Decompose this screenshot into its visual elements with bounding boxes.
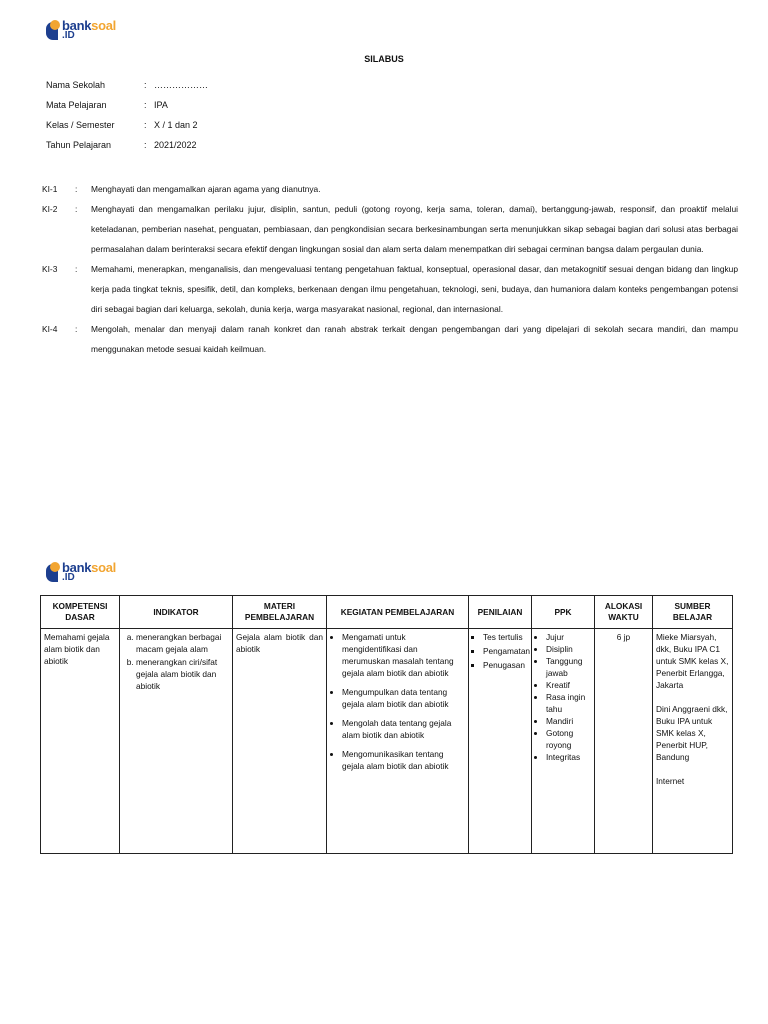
logo-text-id: .ID — [62, 30, 75, 41]
list-item: • Jujur — [546, 631, 591, 643]
ki-item-1: KI-1 : Menghayati dan mengamalkan ajaran agama yang dianutnya. — [42, 184, 321, 194]
cell-penilaian — [469, 629, 532, 854]
header-kegiatan: KEGIATAN PEMBELAJARAN — [327, 596, 469, 629]
list-item: ▪ Pengamatan — [483, 645, 528, 657]
ki-item-4: KI-4 : Mengolah, menalar dan menyaji dalam ranah konkret dan ranah abstrak terkait dengan pengembangan dari yang dipelajari di sekolah secara mandiri, dan mampu menggunakan metode sesuai kaidah keilmuan. — [42, 324, 738, 354]
header-penilaian: PENILAIAN — [469, 596, 532, 629]
list-item: • Mengamati untuk mengidentifikasi dan merumuskan masalah tentang gejala alam biotik dan abiotik — [342, 631, 465, 679]
ki-item-2: KI-2 : Menghayati dan mengamalkan perilaku jujur, disiplin, santun, peduli (gotong royong, kerja sama, toleran, damai), bertanggung-jawab, responsif, dan proaktif melalui keteladanan, pemberian nasehat, penguatan, pembiasaan, dan pengkondisian secara berkesinambungan serta menunjukkan sikap sebagai bagian dari solusi atas berbagai permasalahan dalam berinteraksi secara efektif dengan lingkungan sosial dan alam serta dalam menempatkan diri sebagai cerminan bangsa dalam pergaulan dunia. — [42, 204, 738, 254]
header-ppk: PPK — [532, 596, 595, 629]
header-alokasi: ALOKASI WAKTU — [595, 596, 653, 629]
list-item: • Mengolah data tentang gejala alam biotik dan abiotik — [342, 717, 465, 741]
list-item: • Integritas — [546, 751, 591, 763]
syllabus-table — [40, 595, 733, 854]
list-item: • Mengomunikasikan tentang gejala alam biotik dan abiotik — [342, 748, 465, 772]
header-kompetensi-dasar: KOMPETENSI DASAR — [41, 596, 120, 629]
list-item: ▪ Tes tertulis — [483, 631, 528, 643]
info-row-subject: Mata Pelajaran : IPA — [46, 100, 168, 110]
cell-ppk — [532, 629, 595, 854]
source-item: Dini Anggraeni dkk, Buku IPA untuk SMK kelas X, Penerbit HUP, Bandung — [656, 704, 728, 762]
list-item: • Disiplin — [546, 643, 591, 655]
banksoal-logo-icon — [46, 562, 60, 584]
banksoal-logo-top — [46, 20, 116, 42]
list-item: • Tanggung jawab — [546, 655, 591, 679]
info-row-school: Nama Sekolah : ……………… — [46, 80, 208, 90]
ki-item-3: KI-3 : Memahami, menerapkan, menganalisis, dan mengevaluasi tentang pengetahuan faktual, konseptual, operasional dasar, dan metakognitif sesuai dengan bidang dan lingkup kerja pada tingkat teknis, spesifik, detil, dan kompleks, berkenaan dengan ilmu pengetahuan, teknologi, seni, budaya, dan humaniora dalam konteks pengembangan potensi diri sebagai bagian dari keluarga, sekolah, dunia kerja, warga masyarakat nasional, regional, dan internasional. — [42, 264, 738, 314]
list-item: a. menerangkan berbagai macam gejala alam — [136, 631, 229, 655]
cell-kegiatan — [327, 629, 469, 854]
cell-materi: Gejala alam biotik dan abiotik — [233, 629, 327, 854]
cell-kompetensi-dasar: Memahami gejala alam biotik dan abiotik — [41, 629, 120, 854]
header-materi: MATERI PEMBELAJARAN — [233, 596, 327, 629]
list-item: • Mengumpulkan data tentang gejala alam biotik dan abiotik — [342, 686, 465, 710]
cell-alokasi: 6 jp — [595, 629, 653, 854]
logo-text-soal: soal — [91, 18, 116, 33]
banksoal-logo-icon — [46, 20, 60, 42]
document-title: SILABUS — [364, 54, 404, 64]
table-header-row — [41, 596, 733, 629]
list-item: • Mandiri — [546, 715, 591, 727]
cell-sumber — [653, 629, 733, 854]
school-info — [46, 79, 208, 159]
cell-indikator — [120, 629, 233, 854]
list-item: ▪ Penugasan — [483, 659, 528, 671]
info-row-year: Tahun Pelajaran : 2021/2022 — [46, 140, 197, 150]
list-item: b. menerangkan ciri/sifat gejala alam biotik dan abiotik — [136, 656, 229, 692]
header-indikator: INDIKATOR — [120, 596, 233, 629]
logo-text-bank: bank — [62, 18, 92, 33]
banksoal-logo-bottom: banksoal .ID — [46, 562, 116, 584]
source-item: Internet — [656, 776, 685, 786]
list-item: • Gotong royong — [546, 727, 591, 751]
list-item: • Rasa ingin tahu — [546, 691, 591, 715]
source-item: Mieke Miarsyah, dkk, Buku IPA C1 untuk SMK kelas X, Penerbit Erlangga, Jakarta — [656, 632, 729, 690]
core-competencies — [42, 179, 738, 359]
header-sumber: SUMBER BELAJAR — [653, 596, 733, 629]
table-row — [41, 629, 733, 854]
info-row-class: Kelas / Semester : X / 1 dan 2 — [46, 120, 198, 130]
list-item: • Kreatif — [546, 679, 591, 691]
